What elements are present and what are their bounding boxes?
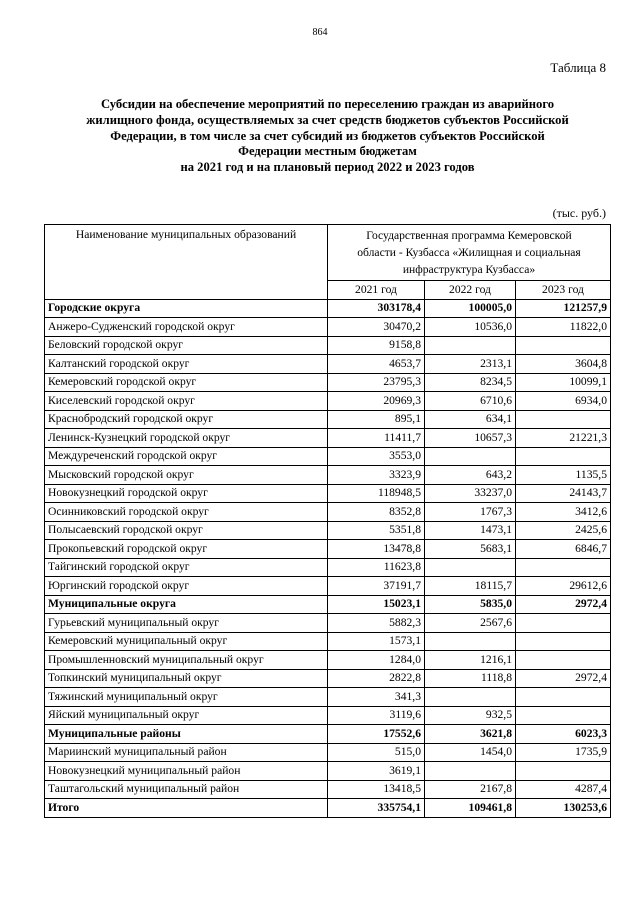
value-2023-cell: 21221,3 [516,429,611,448]
value-2021-cell: 118948,5 [328,484,425,503]
row-name-cell: Топкинский муниципальный округ [45,669,328,688]
table-row [45,392,611,411]
value-2022-cell: 932,5 [425,706,516,725]
header-year-2022: 2022 год [425,281,516,300]
row-name-cell: Юргинский городской округ [45,577,328,596]
value-2022-cell: 634,1 [425,410,516,429]
value-2022-cell: 1767,3 [425,503,516,522]
value-2023-cell [516,651,611,670]
row-name-cell: Яйский муниципальный округ [45,706,328,725]
value-2022-cell: 8234,5 [425,373,516,392]
value-2021-cell: 341,3 [328,688,425,707]
value-2023-cell: 130253,6 [516,799,611,818]
value-2023-cell [516,762,611,781]
table-body [45,299,611,817]
value-2021-cell: 23795,3 [328,373,425,392]
row-name-cell: Промышленновский муниципальный округ [45,651,328,670]
row-name-cell: Новокузнецкий городской округ [45,484,328,503]
table-row [45,669,611,688]
value-2022-cell [425,632,516,651]
value-2021-cell: 13418,5 [328,780,425,799]
value-2023-cell: 29612,6 [516,577,611,596]
value-2023-cell: 3604,8 [516,355,611,374]
value-2022-cell: 1473,1 [425,521,516,540]
value-2021-cell: 11411,7 [328,429,425,448]
value-2021-cell: 2822,8 [328,669,425,688]
row-name-cell: Тайгинский городской округ [45,558,328,577]
value-2022-cell: 2567,6 [425,614,516,633]
table-row [45,743,611,762]
row-name-cell: Анжеро-Судженский городской округ [45,318,328,337]
value-2021-cell: 895,1 [328,410,425,429]
value-2022-cell: 18115,7 [425,577,516,596]
value-2022-cell: 1216,1 [425,651,516,670]
program-line: Государственная программа Кемеровской [366,229,572,242]
value-2022-cell: 5835,0 [425,595,516,614]
value-2022-cell [425,558,516,577]
program-line: области - Кузбасса «Жилищная и социальная [357,246,581,259]
value-2023-cell: 6023,3 [516,725,611,744]
value-2022-cell: 643,2 [425,466,516,485]
header-year-2021: 2021 год [328,281,425,300]
value-2021-cell: 11623,8 [328,558,425,577]
table-row [45,503,611,522]
row-name-cell: Новокузнецкий муниципальный район [45,762,328,781]
row-name-cell: Осинниковский городской округ [45,503,328,522]
value-2022-cell [425,688,516,707]
value-2023-cell [516,632,611,651]
row-name-cell: Прокопьевский городской округ [45,540,328,559]
value-2021-cell: 5351,8 [328,521,425,540]
value-2022-cell: 5683,1 [425,540,516,559]
value-2022-cell [425,762,516,781]
row-name-cell: Краснобродский городской округ [45,410,328,429]
table-row [45,521,611,540]
row-name-cell: Полысаевский городской округ [45,521,328,540]
value-2021-cell: 9158,8 [328,336,425,355]
program-line: инфраструктура Кузбасса» [402,263,536,276]
table-row [45,799,611,818]
row-name-cell: Калтанский городской округ [45,355,328,374]
table-row [45,373,611,392]
header-year-2023: 2023 год [516,281,611,300]
table-row [45,688,611,707]
value-2023-cell [516,706,611,725]
value-2023-cell: 4287,4 [516,780,611,799]
table-row [45,466,611,485]
value-2021-cell: 5882,3 [328,614,425,633]
value-2022-cell: 3621,8 [425,725,516,744]
value-2022-cell: 33237,0 [425,484,516,503]
value-2021-cell: 20969,3 [328,392,425,411]
value-2023-cell: 24143,7 [516,484,611,503]
row-name-cell: Ленинск-Кузнецкий городской округ [45,429,328,448]
value-2023-cell: 3412,6 [516,503,611,522]
value-2021-cell: 8352,8 [328,503,425,522]
title-line: на 2021 год и на плановый период 2022 и 2023 годов [180,160,475,175]
value-2022-cell: 2167,8 [425,780,516,799]
value-2021-cell: 37191,7 [328,577,425,596]
title-line: Федерации местным бюджетам [238,144,417,159]
table-row [45,447,611,466]
row-name-cell: Тяжинский муниципальный округ [45,688,328,707]
value-2023-cell: 11822,0 [516,318,611,337]
value-2021-cell: 17552,6 [328,725,425,744]
value-2023-cell: 6934,0 [516,392,611,411]
value-2022-cell: 10536,0 [425,318,516,337]
row-name-cell: Итого [45,799,328,818]
table-row [45,484,611,503]
value-2022-cell [425,336,516,355]
value-2023-cell: 10099,1 [516,373,611,392]
value-2021-cell: 1284,0 [328,651,425,670]
row-name-cell: Междуреченский городской округ [45,447,328,466]
title-line: жилищного фонда, осуществляемых за счет средств бюджетов субъектов Российской [86,112,569,127]
value-2021-cell: 1573,1 [328,632,425,651]
value-2022-cell: 1454,0 [425,743,516,762]
document-title [44,97,611,176]
value-2021-cell: 13478,8 [328,540,425,559]
value-2023-cell: 1735,9 [516,743,611,762]
value-2022-cell: 1118,8 [425,669,516,688]
value-2021-cell: 515,0 [328,743,425,762]
row-name-cell: Мариинский муниципальный район [45,743,328,762]
table-row [45,299,611,318]
value-2022-cell [425,447,516,466]
table-row [45,429,611,448]
header-program [328,225,611,281]
subsidies-table [44,224,611,818]
value-2021-cell: 335754,1 [328,799,425,818]
table-row [45,558,611,577]
table-row [45,318,611,337]
header-row [45,225,611,281]
row-name-cell: Кемеровский муниципальный округ [45,632,328,651]
value-2023-cell [516,558,611,577]
value-2022-cell: 2313,1 [425,355,516,374]
value-2021-cell: 15023,1 [328,595,425,614]
table-row [45,632,611,651]
value-2021-cell: 3119,6 [328,706,425,725]
value-2023-cell [516,688,611,707]
page-number: 864 [312,27,328,38]
row-name-cell: Гурьевский муниципальный округ [45,614,328,633]
table-row [45,336,611,355]
table-row [45,706,611,725]
value-2023-cell: 121257,9 [516,299,611,318]
value-2023-cell: 2972,4 [516,595,611,614]
table-row [45,762,611,781]
title-line: Федерации, в том числе за счет субсидий из бюджетов субъектов Российской [110,128,545,143]
value-2023-cell [516,447,611,466]
row-name-cell: Беловский городской округ [45,336,328,355]
value-2022-cell: 6710,6 [425,392,516,411]
header-name-column: Наименование муниципальных образований [45,225,328,300]
table-row [45,614,611,633]
table-row [45,410,611,429]
value-2021-cell: 3323,9 [328,466,425,485]
value-2023-cell [516,410,611,429]
table-row [45,540,611,559]
value-2023-cell: 1135,5 [516,466,611,485]
row-name-cell: Киселевский городской округ [45,392,328,411]
row-name-cell: Муниципальные районы [45,725,328,744]
table-row [45,780,611,799]
row-name-cell: Кемеровский городской округ [45,373,328,392]
table-row [45,577,611,596]
value-2021-cell: 303178,4 [328,299,425,318]
value-2022-cell: 109461,8 [425,799,516,818]
value-2021-cell: 30470,2 [328,318,425,337]
value-2021-cell: 4653,7 [328,355,425,374]
row-name-cell: Мысковский городской округ [45,466,328,485]
value-2023-cell [516,336,611,355]
value-2022-cell: 10657,3 [425,429,516,448]
value-2023-cell: 2972,4 [516,669,611,688]
value-2022-cell: 100005,0 [425,299,516,318]
table-row [45,651,611,670]
value-2023-cell: 2425,6 [516,521,611,540]
row-name-cell: Городские округа [45,299,328,318]
value-2023-cell [516,614,611,633]
table-row [45,355,611,374]
table-label: Таблица 8 [550,60,606,75]
row-name-cell: Таштагольский муниципальный район [45,780,328,799]
value-2021-cell: 3619,1 [328,762,425,781]
table-row [45,725,611,744]
title-line: Субсидии на обеспечение мероприятий по переселению граждан из аварийного [100,97,555,111]
value-2021-cell: 3553,0 [328,447,425,466]
value-2023-cell: 6846,7 [516,540,611,559]
row-name-cell: Муниципальные округа [45,595,328,614]
units-label: (тыс. руб.) [552,206,606,220]
table-row [45,595,611,614]
